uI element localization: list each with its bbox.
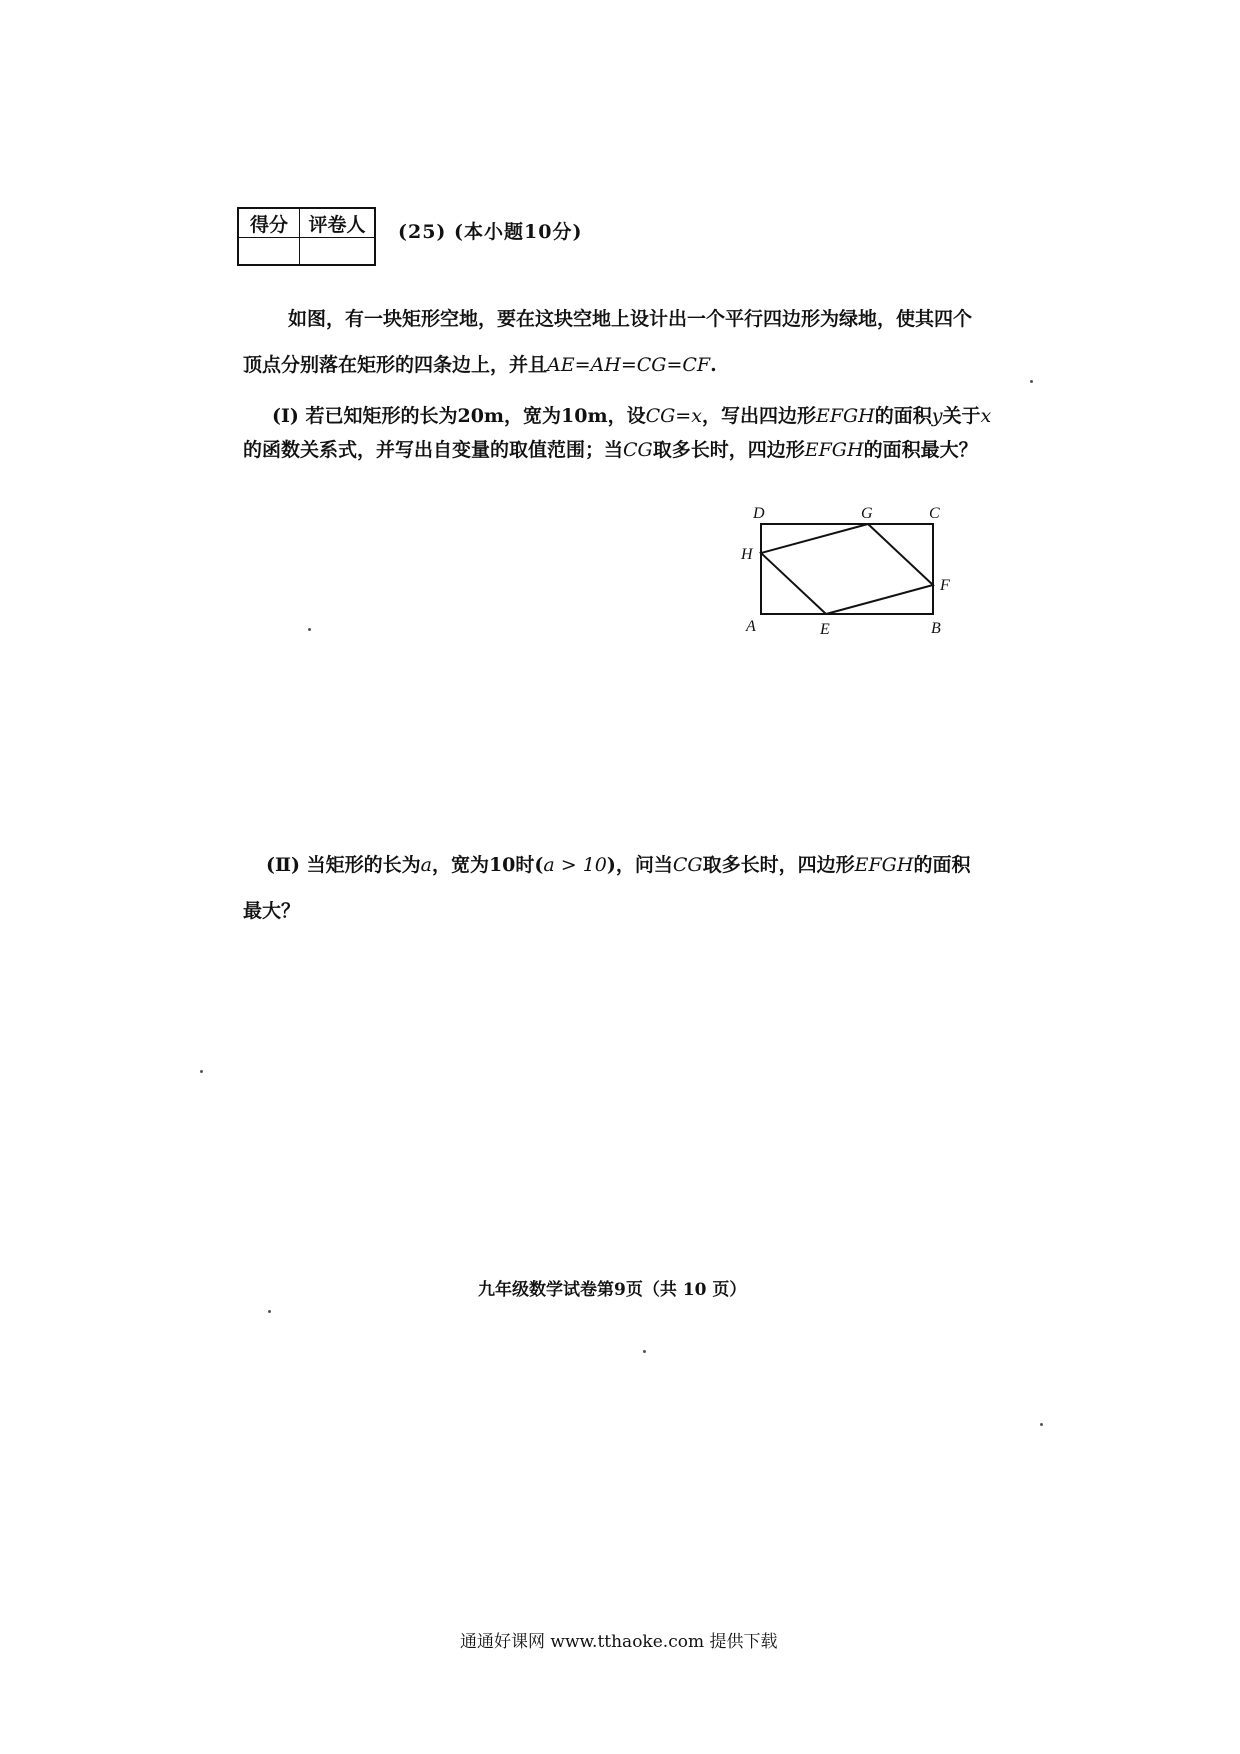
- score-table: [237, 207, 376, 266]
- label-c: C: [929, 505, 940, 522]
- label-h: H: [741, 546, 753, 563]
- intro-line-2: 顶点分别落在矩形的四条边上，并且AE=AH=CG=CF.: [243, 354, 717, 376]
- parallelogram-efgh: [761, 524, 933, 614]
- part2-line-1: (Ⅱ) 当矩形的长为a，宽为10时(a > 10)，问当CG取多长时，四边形EFGH的面积: [266, 854, 971, 876]
- scan-speck: [1030, 380, 1033, 383]
- part1-line-1: (Ⅰ) 若已知矩形的长为20m，宽为10m，设CG=x，写出四边形EFGH的面积y关于x: [272, 405, 992, 427]
- intro-line-1: 如图，有一块矩形空地，要在这块空地上设计出一个平行四边形为绿地，使其四个: [288, 308, 973, 330]
- label-d: D: [753, 505, 765, 522]
- grader-label: 评卷人: [300, 208, 376, 238]
- scan-speck: [1040, 1423, 1043, 1426]
- label-f: F: [940, 577, 950, 594]
- equality-expr: AE=AH=CG=CF: [547, 354, 711, 376]
- scan-speck: [643, 1350, 646, 1353]
- scan-speck: [308, 628, 311, 631]
- rectangle-abcd: [761, 524, 933, 614]
- score-cell[interactable]: [238, 238, 300, 266]
- label-e: E: [820, 621, 830, 638]
- question-header: (25) (本小题10分): [398, 221, 583, 243]
- label-g: G: [861, 505, 873, 522]
- source-line: 通通好课网 www.tthaoke.com 提供下载: [460, 1632, 778, 1652]
- page-footer: 九年级数学试卷第9页（共 10 页）: [478, 1280, 747, 1300]
- part1-line-2: 的函数关系式，并写出自变量的取值范围；当CG取多长时，四边形EFGH的面积最大？: [243, 439, 978, 461]
- label-a: A: [746, 618, 756, 635]
- score-label: 得分: [238, 208, 300, 238]
- label-b: B: [931, 620, 941, 637]
- part2-line-2: 最大？: [243, 900, 301, 922]
- rectangle-parallelogram-figure: [735, 500, 965, 640]
- scan-speck: [200, 1070, 203, 1073]
- scan-speck: [268, 1310, 271, 1313]
- grader-cell[interactable]: [300, 238, 376, 266]
